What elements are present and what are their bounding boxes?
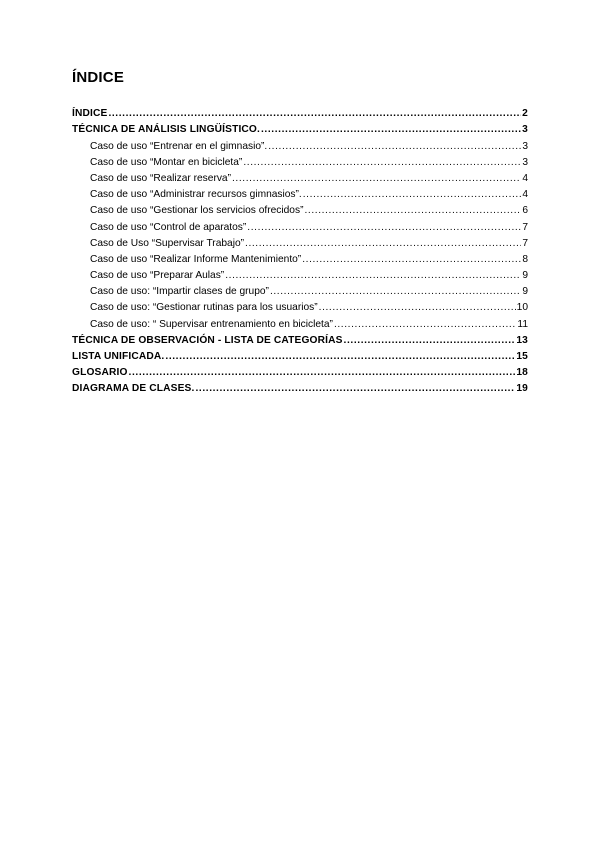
toc-subsection-entry[interactable] bbox=[72, 184, 528, 200]
toc-section-entry[interactable] bbox=[72, 119, 528, 135]
toc-page-number: 7 bbox=[522, 237, 528, 249]
toc-page-number: 13 bbox=[516, 334, 528, 346]
toc-page-number: 4 bbox=[522, 172, 528, 184]
toc-entry-label: Caso de uso: “Impartir clases de grupo” bbox=[90, 286, 269, 298]
toc-dot-leader bbox=[225, 270, 521, 281]
toc-page-number: 15 bbox=[516, 351, 528, 362]
toc-subsection-entry[interactable] bbox=[72, 135, 528, 151]
toc-dot-leader bbox=[108, 108, 521, 119]
toc-section-entry[interactable] bbox=[72, 330, 528, 346]
toc-entry-label: Caso de uso “Control de aparatos” bbox=[90, 221, 247, 233]
toc-dot-leader bbox=[247, 222, 521, 233]
toc-dot-leader bbox=[232, 173, 521, 184]
toc-entry-label: Caso de uso “Entrenar en el gimnasio”. bbox=[90, 140, 268, 152]
toc-subsection-entry[interactable] bbox=[72, 249, 528, 265]
toc-dot-leader bbox=[268, 141, 521, 152]
toc-page-number: 6 bbox=[522, 205, 528, 217]
toc-subsection-entry[interactable] bbox=[72, 281, 528, 297]
toc-section-entry[interactable] bbox=[72, 378, 528, 394]
toc-dot-leader bbox=[303, 189, 522, 200]
toc-page-number: 18 bbox=[516, 367, 528, 379]
toc-entry-label: Caso de uso: “Gestionar rutinas para los usuarios” bbox=[90, 302, 318, 314]
toc-subsection-entry[interactable] bbox=[72, 152, 528, 168]
toc-page-number: 3 bbox=[522, 140, 528, 152]
toc-dot-leader bbox=[243, 157, 521, 168]
toc-subsection-entry[interactable] bbox=[72, 233, 528, 249]
table-of-contents bbox=[72, 103, 528, 394]
toc-subsection-entry[interactable] bbox=[72, 200, 528, 216]
toc-entry-label: TÉCNICA DE OBSERVACIÓN - LISTA DE CATEGORÍAS bbox=[72, 334, 343, 346]
toc-entry-label: LISTA UNIFICADA. bbox=[72, 351, 165, 362]
toc-dot-leader bbox=[304, 205, 521, 216]
toc-dot-leader bbox=[270, 286, 521, 297]
toc-entry-label: DIAGRAMA DE CLASES. bbox=[72, 383, 195, 395]
toc-page-number: 7 bbox=[522, 221, 528, 233]
toc-dot-leader bbox=[129, 367, 516, 378]
toc-entry-label: Caso de uso “Realizar reserva” bbox=[90, 172, 231, 184]
toc-dot-leader bbox=[344, 335, 516, 346]
toc-subsection-entry[interactable] bbox=[72, 265, 528, 281]
toc-entry-label: TÉCNICA DE ANÁLISIS LINGÜÍSTICO. bbox=[72, 124, 260, 136]
page-title: ÍNDICE bbox=[72, 69, 125, 86]
toc-subsection-entry[interactable] bbox=[72, 168, 528, 184]
toc-entry-label: Caso de uso “Realizar Informe Mantenimiento” bbox=[90, 253, 302, 265]
toc-subsection-entry[interactable] bbox=[72, 216, 528, 232]
toc-page-number: 3 bbox=[522, 124, 528, 136]
toc-page-number: 2 bbox=[522, 108, 528, 120]
toc-entry-label: Caso de uso “Preparar Aulas” bbox=[90, 270, 225, 282]
toc-entry-label: Caso de uso “Montar en bicicleta” bbox=[90, 156, 243, 168]
toc-dot-leader bbox=[261, 124, 521, 135]
toc-page-number: 11 bbox=[517, 318, 528, 330]
toc-entry-label: Caso de Uso “Supervisar Trabajo” bbox=[90, 237, 245, 249]
toc-entry-label: Caso de uso: “ Supervisar entrenamiento en bicicleta” bbox=[90, 318, 333, 330]
toc-page-number: 3 bbox=[522, 156, 528, 168]
toc-section-entry[interactable] bbox=[72, 346, 528, 362]
toc-page-number: 8 bbox=[522, 253, 528, 265]
toc-page-number: 10 bbox=[516, 302, 528, 314]
toc-subsection-entry[interactable] bbox=[72, 313, 528, 329]
toc-entry-label: ÍNDICE bbox=[72, 108, 108, 120]
toc-subsection-entry[interactable] bbox=[72, 297, 528, 313]
toc-entry-label: Caso de uso “Administrar recursos gimnasios”. bbox=[90, 189, 302, 201]
toc-section-entry[interactable] bbox=[72, 103, 528, 119]
toc-page-number: 9 bbox=[522, 286, 528, 298]
toc-dot-leader bbox=[195, 383, 515, 394]
toc-dot-leader bbox=[302, 254, 521, 265]
toc-dot-leader bbox=[245, 238, 521, 249]
toc-dot-leader bbox=[165, 351, 515, 362]
toc-entry-label: Caso de uso “Gestionar los servicios ofrecidos” bbox=[90, 205, 304, 217]
toc-page-number: 19 bbox=[516, 383, 528, 395]
toc-page-number: 9 bbox=[522, 270, 528, 282]
toc-entry-label: GLOSARIO bbox=[72, 367, 128, 379]
toc-section-entry[interactable] bbox=[72, 362, 528, 378]
toc-dot-leader bbox=[319, 302, 516, 313]
toc-page-number: 4 bbox=[522, 189, 528, 201]
toc-dot-leader bbox=[334, 319, 516, 330]
